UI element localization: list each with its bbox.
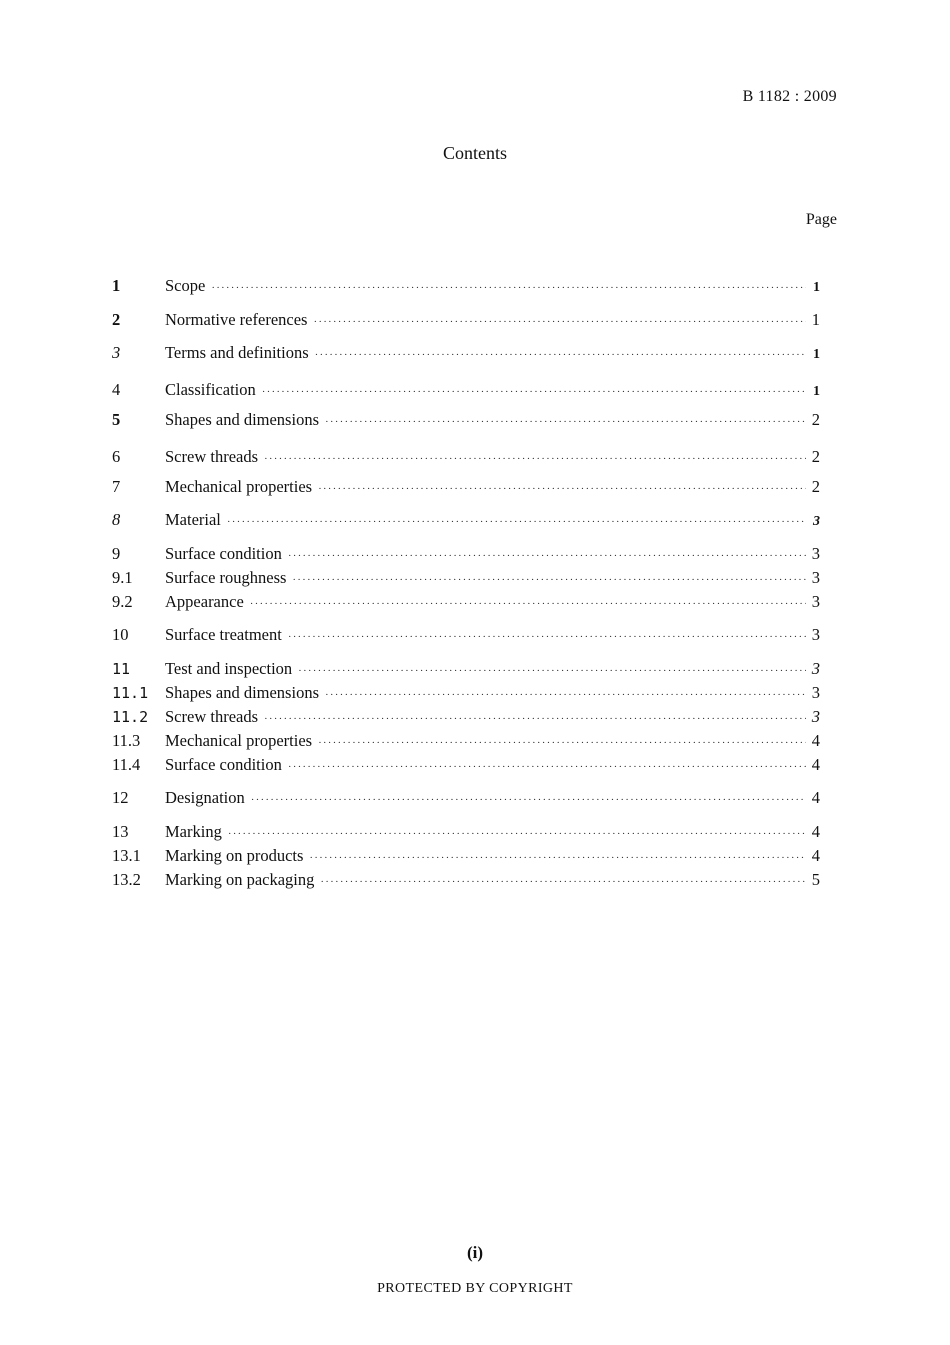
toc-leader-dots [288,631,806,643]
toc-title: Marking on products [165,846,304,865]
toc-entry-3[interactable] [112,343,820,365]
copyright-notice: PROTECTED BY COPYRIGHT [377,1281,573,1296]
toc-leader-dots [250,598,806,610]
toc-number: 7 [112,477,121,496]
toc-page-number: 2 [811,447,820,466]
toc-leader-dots [211,282,806,294]
toc-title: Marking [165,822,222,841]
toc-number: 13.2 [112,870,141,889]
toc-entry-9[interactable] [112,544,820,566]
toc-leader-dots [325,689,806,701]
toc-title: Test and inspection [165,659,293,678]
toc-leader-dots [318,737,806,749]
toc-leader-dots [228,828,806,840]
toc-number: 9 [112,544,121,563]
toc-title: Appearance [165,592,244,611]
toc-page-number: 4 [811,755,820,774]
toc-leader-dots [251,794,806,806]
toc-page-number: 3 [811,544,820,563]
toc-entry-9-1[interactable] [112,568,820,590]
toc-number: 11.3 [112,731,141,750]
toc-title: Surface roughness [165,568,287,587]
toc-page-number: 1 [813,280,820,295]
toc-page-number: 3 [813,514,820,529]
toc-title: Mechanical properties [165,477,313,496]
toc-entry-6[interactable] [112,447,820,469]
toc-title: Normative references [165,310,308,329]
toc-number: 1 [112,276,121,295]
toc-number: 11.1 [112,684,149,702]
toc-page-number: 4 [811,846,820,865]
toc-number: 11 [112,660,131,678]
toc-page-number: 1 [813,384,820,399]
toc-leader-dots [264,453,806,465]
toc-page-number: 3 [811,592,820,611]
toc-number: 5 [112,410,121,429]
toc-page-number: 1 [811,310,820,329]
toc-page-number: 2 [811,410,820,429]
toc-page-number: 3 [811,659,820,678]
toc-leader-dots [288,761,806,773]
toc-number: 6 [112,447,121,466]
toc-leader-dots [292,574,806,586]
toc-page-number: 2 [811,477,820,496]
standard-number: B 1182 : 2009 [742,88,837,105]
toc-leader-dots [298,665,806,677]
toc-entry-8[interactable] [112,510,820,532]
toc-title: Mechanical properties [165,731,313,750]
toc-title: Designation [165,788,245,807]
page-folio: (i) [466,1243,484,1262]
toc-entry-9-2[interactable] [112,592,820,614]
toc-entry-11-3[interactable] [112,731,820,753]
toc-title: Shapes and dimensions [165,683,319,702]
toc-page-number: 4 [811,731,820,750]
toc-leader-dots [320,876,806,888]
toc-leader-dots [313,316,806,328]
toc-leader-dots [264,713,806,725]
toc-number: 8 [112,510,121,529]
toc-leader-dots [227,516,806,528]
toc-entry-13[interactable] [112,822,820,844]
toc-entry-2[interactable] [112,310,820,332]
toc-page-number: 1 [813,347,820,362]
contents-title: Contents [442,143,507,163]
toc-number: 12 [112,788,129,807]
page-column-heading: Page [805,211,837,228]
toc-title: Screw threads [165,707,259,726]
toc-entry-11-1[interactable] [112,683,820,705]
toc-number: 11.2 [112,708,149,726]
toc-page-number: 3 [811,683,820,702]
toc-number: 11.4 [112,755,141,774]
toc-leader-dots [325,416,806,428]
toc-title: Material [165,510,221,529]
toc-title: Classification [165,380,256,399]
toc-title: Screw threads [165,447,259,466]
toc-page-number: 3 [811,568,820,587]
toc-number: 2 [112,310,121,329]
toc-title: Surface condition [165,544,282,563]
toc-number: 3 [112,343,121,362]
toc-page-number: 5 [811,870,820,889]
toc-page-number: 4 [811,822,820,841]
toc-leader-dots [288,550,806,562]
toc-number: 13 [112,822,129,841]
toc-title: Scope [165,276,206,295]
toc-entry-13-1[interactable] [112,846,820,868]
toc-page-number: 3 [811,707,820,726]
toc-title: Terms and definitions [165,343,309,362]
toc-number: 9.2 [112,592,133,611]
toc-leader-dots [309,852,806,864]
toc-title: Shapes and dimensions [165,410,319,429]
toc-entry-7[interactable] [112,477,820,499]
toc-entry-13-2[interactable] [112,870,820,892]
toc-title: Surface condition [165,755,282,774]
toc-entry-11-4[interactable] [112,755,820,777]
toc-entry-1[interactable] [112,276,820,298]
toc-entry-4[interactable] [112,380,820,402]
toc-leader-dots [315,349,806,361]
toc-entry-5[interactable] [112,410,820,432]
toc-page-number: 4 [811,788,820,807]
toc-number: 9.1 [112,568,133,587]
toc-page-number: 3 [811,625,820,644]
toc-leader-dots [262,386,806,398]
toc-entry-11-2[interactable] [112,707,820,729]
toc-number: 4 [112,380,121,399]
toc-number: 10 [112,625,129,644]
toc-entry-10[interactable] [112,625,820,647]
toc-leader-dots [318,483,806,495]
toc-entry-11[interactable] [112,659,820,681]
toc-number: 13.1 [112,846,141,865]
toc-entry-12[interactable] [112,788,820,810]
toc-title: Marking on packaging [165,870,315,889]
toc-title: Surface treatment [165,625,282,644]
